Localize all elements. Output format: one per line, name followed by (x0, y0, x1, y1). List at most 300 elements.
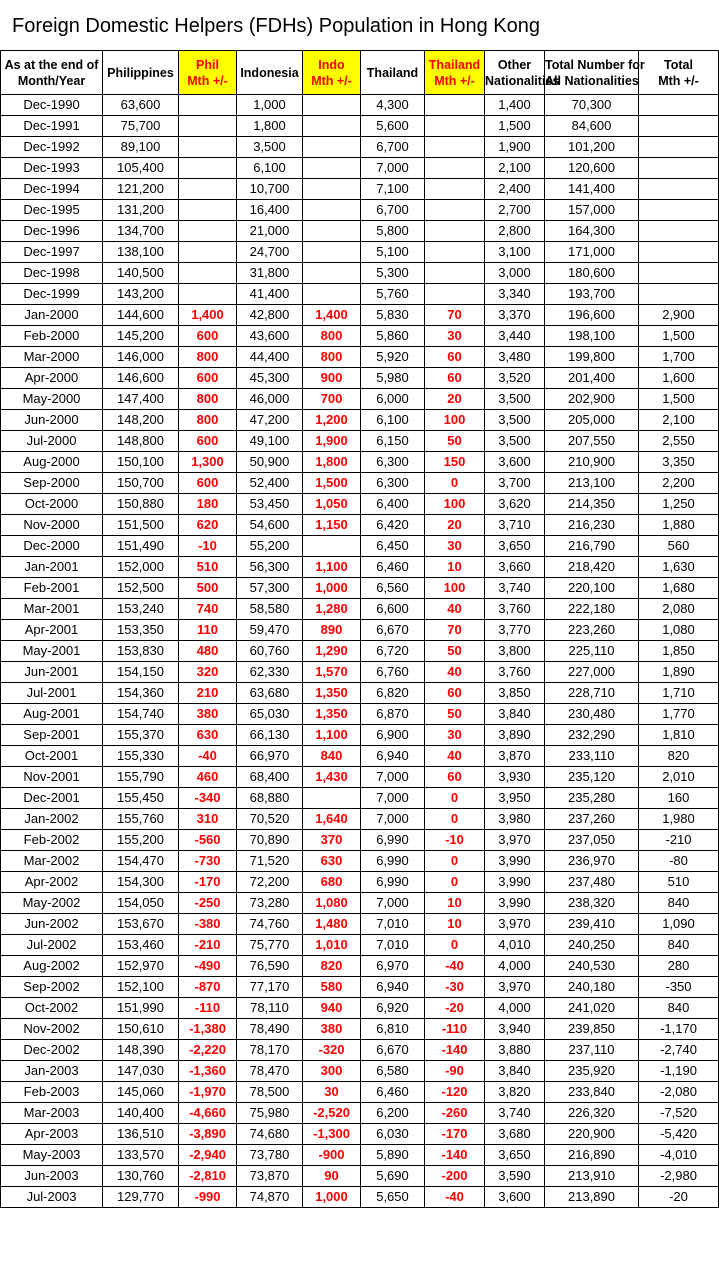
cell-total: 220,100 (545, 578, 639, 599)
cell-other: 3,970 (485, 977, 545, 998)
cell-other: 2,800 (485, 221, 545, 242)
cell-thailand: 5,980 (361, 368, 425, 389)
table-row (1, 1082, 719, 1103)
cell-total: 205,000 (545, 410, 639, 431)
cell-phil-change: -250 (179, 893, 237, 914)
cell-total-change (639, 242, 719, 263)
cell-indo-change: 1,350 (303, 683, 361, 704)
cell-phil-change: 320 (179, 662, 237, 683)
cell-month: Sep-2001 (1, 725, 103, 746)
cell-other: 3,500 (485, 410, 545, 431)
cell-philippines: 147,400 (103, 389, 179, 410)
cell-total: 196,600 (545, 305, 639, 326)
cell-indo-change: 300 (303, 1061, 361, 1082)
cell-other: 3,870 (485, 746, 545, 767)
cell-philippines: 154,050 (103, 893, 179, 914)
cell-indo-change: -900 (303, 1145, 361, 1166)
cell-total-change: -80 (639, 851, 719, 872)
table-row (1, 830, 719, 851)
cell-month: Feb-2002 (1, 830, 103, 851)
cell-philippines: 150,880 (103, 494, 179, 515)
table-row (1, 263, 719, 284)
cell-other: 3,500 (485, 389, 545, 410)
cell-thailand: 6,450 (361, 536, 425, 557)
cell-month: Dec-1999 (1, 284, 103, 305)
cell-indo-change: 700 (303, 389, 361, 410)
cell-total-change: 840 (639, 893, 719, 914)
cell-indonesia: 73,280 (237, 893, 303, 914)
cell-thailand: 4,300 (361, 95, 425, 116)
table-row (1, 914, 719, 935)
cell-other: 3,340 (485, 284, 545, 305)
cell-month: May-2000 (1, 389, 103, 410)
cell-phil-change: -1,970 (179, 1082, 237, 1103)
cell-other: 3,000 (485, 263, 545, 284)
cell-indonesia: 68,880 (237, 788, 303, 809)
cell-philippines: 144,600 (103, 305, 179, 326)
cell-phil-change: 620 (179, 515, 237, 536)
cell-total: 157,000 (545, 200, 639, 221)
cell-phil-change: 600 (179, 431, 237, 452)
table-body (1, 51, 719, 1208)
cell-indo-change (303, 284, 361, 305)
cell-other: 3,760 (485, 599, 545, 620)
cell-indonesia: 74,870 (237, 1187, 303, 1208)
cell-other: 3,820 (485, 1082, 545, 1103)
cell-month: Dec-1993 (1, 158, 103, 179)
cell-philippines: 129,770 (103, 1187, 179, 1208)
cell-indo-change: 1,150 (303, 515, 361, 536)
cell-total-change: -2,740 (639, 1040, 719, 1061)
cell-phil-change (179, 116, 237, 137)
cell-thailand: 5,300 (361, 263, 425, 284)
cell-other: 1,900 (485, 137, 545, 158)
table-row (1, 662, 719, 683)
cell-phil-change: 480 (179, 641, 237, 662)
cell-thailand-change (425, 242, 485, 263)
cell-thailand: 6,700 (361, 137, 425, 158)
table-row (1, 137, 719, 158)
header-philippines (103, 51, 179, 95)
cell-thailand-change: 100 (425, 410, 485, 431)
cell-total-change (639, 95, 719, 116)
cell-total-change (639, 221, 719, 242)
cell-month: Dec-2000 (1, 536, 103, 557)
cell-philippines: 148,200 (103, 410, 179, 431)
cell-indonesia: 78,170 (237, 1040, 303, 1061)
cell-indonesia: 65,030 (237, 704, 303, 725)
cell-phil-change (179, 200, 237, 221)
cell-phil-change: 110 (179, 620, 237, 641)
cell-other: 3,970 (485, 830, 545, 851)
header-label: Philippines (107, 65, 174, 80)
cell-thailand-change: 10 (425, 557, 485, 578)
cell-indo-change: 680 (303, 872, 361, 893)
cell-indo-change: 1,080 (303, 893, 361, 914)
cell-total-change: 1,250 (639, 494, 719, 515)
cell-thailand: 6,760 (361, 662, 425, 683)
cell-thailand: 6,700 (361, 200, 425, 221)
cell-phil-change: 460 (179, 767, 237, 788)
cell-phil-change: -110 (179, 998, 237, 1019)
cell-other: 3,840 (485, 704, 545, 725)
cell-philippines: 153,460 (103, 935, 179, 956)
cell-philippines: 155,760 (103, 809, 179, 830)
cell-indonesia: 44,400 (237, 347, 303, 368)
cell-phil-change (179, 221, 237, 242)
header-label: Nationalities (485, 73, 560, 88)
cell-thailand-change: -120 (425, 1082, 485, 1103)
header-label: Other (497, 57, 532, 72)
cell-indo-change: 1,570 (303, 662, 361, 683)
cell-philippines: 154,740 (103, 704, 179, 725)
table-row (1, 788, 719, 809)
cell-indonesia: 73,780 (237, 1145, 303, 1166)
cell-total-change: 1,500 (639, 389, 719, 410)
cell-other: 3,590 (485, 1166, 545, 1187)
cell-phil-change: 800 (179, 347, 237, 368)
cell-indonesia: 68,400 (237, 767, 303, 788)
table-row (1, 746, 719, 767)
cell-other: 1,400 (485, 95, 545, 116)
cell-phil-change: -2,220 (179, 1040, 237, 1061)
cell-indo-change: -320 (303, 1040, 361, 1061)
cell-total: 171,000 (545, 242, 639, 263)
cell-philippines: 152,970 (103, 956, 179, 977)
cell-indo-change: 1,640 (303, 809, 361, 830)
cell-philippines: 89,100 (103, 137, 179, 158)
table-row (1, 431, 719, 452)
cell-phil-change: 1,300 (179, 452, 237, 473)
cell-indo-change: 1,050 (303, 494, 361, 515)
cell-philippines: 138,100 (103, 242, 179, 263)
cell-total: 240,180 (545, 977, 639, 998)
cell-philippines: 130,760 (103, 1166, 179, 1187)
table-row (1, 158, 719, 179)
cell-indo-change: 1,280 (303, 599, 361, 620)
cell-indonesia: 73,870 (237, 1166, 303, 1187)
header-label: Thailand (366, 65, 419, 80)
cell-other: 3,770 (485, 620, 545, 641)
cell-month: Oct-2000 (1, 494, 103, 515)
cell-thailand: 5,830 (361, 305, 425, 326)
cell-phil-change: 180 (179, 494, 237, 515)
cell-other: 2,400 (485, 179, 545, 200)
table-row (1, 536, 719, 557)
cell-indo-change: 1,290 (303, 641, 361, 662)
cell-total: 141,400 (545, 179, 639, 200)
cell-indonesia: 70,890 (237, 830, 303, 851)
cell-indo-change: 1,800 (303, 452, 361, 473)
cell-philippines: 153,670 (103, 914, 179, 935)
header-label: Mth +/- (311, 73, 352, 88)
cell-other: 3,710 (485, 515, 545, 536)
cell-indo-change: 900 (303, 368, 361, 389)
cell-other: 3,990 (485, 851, 545, 872)
cell-other: 3,760 (485, 662, 545, 683)
cell-other: 3,990 (485, 893, 545, 914)
cell-total-change: 820 (639, 746, 719, 767)
cell-month: Oct-2001 (1, 746, 103, 767)
cell-total: 180,600 (545, 263, 639, 284)
cell-thailand: 6,460 (361, 1082, 425, 1103)
cell-indo-change: 1,900 (303, 431, 361, 452)
cell-philippines: 153,350 (103, 620, 179, 641)
cell-month: Jan-2002 (1, 809, 103, 830)
cell-total-change: 2,200 (639, 473, 719, 494)
cell-indonesia: 16,400 (237, 200, 303, 221)
cell-indonesia: 70,520 (237, 809, 303, 830)
cell-other: 3,600 (485, 452, 545, 473)
cell-thailand: 6,300 (361, 473, 425, 494)
cell-thailand-change: 0 (425, 851, 485, 872)
cell-thailand-change: -200 (425, 1166, 485, 1187)
cell-phil-change: -870 (179, 977, 237, 998)
header-label: Total (664, 57, 693, 72)
cell-thailand: 6,670 (361, 1040, 425, 1061)
cell-indo-change: 1,400 (303, 305, 361, 326)
cell-indo-change: 1,010 (303, 935, 361, 956)
cell-total: 216,230 (545, 515, 639, 536)
cell-thailand-change: 70 (425, 305, 485, 326)
cell-thailand-change (425, 284, 485, 305)
cell-total-change: 2,100 (639, 410, 719, 431)
header-label: Indo (318, 57, 345, 72)
cell-indonesia: 31,800 (237, 263, 303, 284)
cell-total-change: -5,420 (639, 1124, 719, 1145)
table-row (1, 284, 719, 305)
cell-month: Jan-2000 (1, 305, 103, 326)
cell-thailand-change: 0 (425, 473, 485, 494)
cell-total: 237,480 (545, 872, 639, 893)
cell-phil-change: -560 (179, 830, 237, 851)
header-month-year (1, 51, 103, 95)
cell-total-change (639, 158, 719, 179)
cell-thailand-change: 150 (425, 452, 485, 473)
cell-other: 3,840 (485, 1061, 545, 1082)
cell-indonesia: 42,800 (237, 305, 303, 326)
cell-total: 238,320 (545, 893, 639, 914)
cell-total: 226,320 (545, 1103, 639, 1124)
page-title: Foreign Domestic Helpers (FDHs) Population in Hong Kong (12, 15, 541, 37)
cell-thailand-change: 60 (425, 683, 485, 704)
cell-indonesia: 45,300 (237, 368, 303, 389)
cell-thailand: 6,940 (361, 977, 425, 998)
cell-indonesia: 78,490 (237, 1019, 303, 1040)
table-row (1, 410, 719, 431)
cell-thailand-change (425, 179, 485, 200)
cell-other: 3,680 (485, 1124, 545, 1145)
cell-thailand: 6,420 (361, 515, 425, 536)
cell-thailand-change: -260 (425, 1103, 485, 1124)
cell-total: 235,280 (545, 788, 639, 809)
cell-month: Jul-2001 (1, 683, 103, 704)
cell-total: 220,900 (545, 1124, 639, 1145)
cell-indonesia: 41,400 (237, 284, 303, 305)
cell-thailand: 6,810 (361, 1019, 425, 1040)
cell-thailand-change: 0 (425, 935, 485, 956)
cell-philippines: 121,200 (103, 179, 179, 200)
cell-thailand-change (425, 263, 485, 284)
cell-indonesia: 21,000 (237, 221, 303, 242)
cell-month: Dec-1990 (1, 95, 103, 116)
cell-total: 70,300 (545, 95, 639, 116)
cell-thailand: 7,100 (361, 179, 425, 200)
table-row (1, 725, 719, 746)
cell-indonesia: 58,580 (237, 599, 303, 620)
cell-philippines: 145,200 (103, 326, 179, 347)
cell-month: Dec-2002 (1, 1040, 103, 1061)
cell-total: 241,020 (545, 998, 639, 1019)
cell-total-change: 2,080 (639, 599, 719, 620)
cell-phil-change (179, 137, 237, 158)
cell-indo-change: 90 (303, 1166, 361, 1187)
cell-total-change (639, 200, 719, 221)
cell-indo-change: 840 (303, 746, 361, 767)
header-thailand-change (425, 51, 485, 95)
cell-indonesia: 60,760 (237, 641, 303, 662)
table-row (1, 767, 719, 788)
cell-other: 4,000 (485, 998, 545, 1019)
cell-total: 213,890 (545, 1187, 639, 1208)
cell-indo-change (303, 200, 361, 221)
cell-thailand: 6,600 (361, 599, 425, 620)
cell-total: 199,800 (545, 347, 639, 368)
cell-phil-change: 740 (179, 599, 237, 620)
cell-other: 3,700 (485, 473, 545, 494)
header-indo-change (303, 51, 361, 95)
cell-thailand-change (425, 137, 485, 158)
cell-phil-change: -10 (179, 536, 237, 557)
cell-thailand-change: 20 (425, 515, 485, 536)
cell-total: 240,250 (545, 935, 639, 956)
cell-indonesia: 3,500 (237, 137, 303, 158)
cell-phil-change: 600 (179, 368, 237, 389)
fdh-population-table (0, 50, 719, 1208)
cell-total-change (639, 116, 719, 137)
cell-thailand-change: -140 (425, 1040, 485, 1061)
cell-phil-change (179, 263, 237, 284)
cell-phil-change: 500 (179, 578, 237, 599)
cell-total-change: 1,710 (639, 683, 719, 704)
cell-total: 120,600 (545, 158, 639, 179)
cell-month: Dec-1994 (1, 179, 103, 200)
cell-total: 239,850 (545, 1019, 639, 1040)
cell-indo-change (303, 242, 361, 263)
cell-month: Aug-2002 (1, 956, 103, 977)
table-row (1, 809, 719, 830)
cell-total: 237,050 (545, 830, 639, 851)
cell-month: Apr-2000 (1, 368, 103, 389)
cell-other: 3,970 (485, 914, 545, 935)
header-total-change (639, 51, 719, 95)
cell-month: May-2003 (1, 1145, 103, 1166)
cell-phil-change: -40 (179, 746, 237, 767)
cell-thailand: 7,000 (361, 158, 425, 179)
cell-total: 218,420 (545, 557, 639, 578)
cell-month: Mar-2002 (1, 851, 103, 872)
cell-indo-change (303, 95, 361, 116)
cell-total: 214,350 (545, 494, 639, 515)
cell-month: Jun-2003 (1, 1166, 103, 1187)
cell-total-change: 1,810 (639, 725, 719, 746)
cell-indonesia: 56,300 (237, 557, 303, 578)
header-other-nationalities (485, 51, 560, 95)
cell-philippines: 146,600 (103, 368, 179, 389)
cell-philippines: 150,100 (103, 452, 179, 473)
cell-philippines: 140,400 (103, 1103, 179, 1124)
cell-philippines: 153,830 (103, 641, 179, 662)
cell-philippines: 145,060 (103, 1082, 179, 1103)
cell-philippines: 133,570 (103, 1145, 179, 1166)
table-row (1, 179, 719, 200)
cell-thailand-change: 100 (425, 578, 485, 599)
cell-indonesia: 75,770 (237, 935, 303, 956)
cell-indonesia: 6,100 (237, 158, 303, 179)
cell-total-change: 840 (639, 935, 719, 956)
cell-indo-change: -2,520 (303, 1103, 361, 1124)
cell-phil-change: -490 (179, 956, 237, 977)
cell-month: Jan-2001 (1, 557, 103, 578)
table-row (1, 389, 719, 410)
cell-total-change: 3,350 (639, 452, 719, 473)
cell-total: 201,400 (545, 368, 639, 389)
cell-philippines: 155,370 (103, 725, 179, 746)
cell-total: 198,100 (545, 326, 639, 347)
cell-thailand: 6,940 (361, 746, 425, 767)
table-row (1, 641, 719, 662)
table-row (1, 1166, 719, 1187)
cell-indonesia: 50,900 (237, 452, 303, 473)
cell-total: 164,300 (545, 221, 639, 242)
cell-indonesia: 24,700 (237, 242, 303, 263)
header-indonesia (237, 51, 303, 95)
cell-total-change: -7,520 (639, 1103, 719, 1124)
cell-thailand: 6,990 (361, 851, 425, 872)
cell-thailand: 5,650 (361, 1187, 425, 1208)
cell-indo-change (303, 221, 361, 242)
cell-philippines: 155,200 (103, 830, 179, 851)
cell-phil-change: -2,940 (179, 1145, 237, 1166)
cell-total-change: 1,500 (639, 326, 719, 347)
cell-thailand: 6,560 (361, 578, 425, 599)
cell-thailand-change: -20 (425, 998, 485, 1019)
cell-other: 3,890 (485, 725, 545, 746)
cell-thailand-change: 100 (425, 494, 485, 515)
cell-thailand: 6,920 (361, 998, 425, 1019)
cell-month: Feb-2001 (1, 578, 103, 599)
cell-thailand-change: 10 (425, 914, 485, 935)
table-row (1, 1124, 719, 1145)
cell-total: 216,890 (545, 1145, 639, 1166)
cell-other: 3,850 (485, 683, 545, 704)
cell-phil-change: -990 (179, 1187, 237, 1208)
cell-month: Dec-2001 (1, 788, 103, 809)
cell-thailand: 5,800 (361, 221, 425, 242)
cell-indo-change: 380 (303, 1019, 361, 1040)
cell-total: 235,120 (545, 767, 639, 788)
table-row (1, 116, 719, 137)
cell-indo-change: 1,200 (303, 410, 361, 431)
header-thailand (361, 51, 425, 95)
cell-thailand-change: 60 (425, 767, 485, 788)
cell-month: Apr-2002 (1, 872, 103, 893)
table-row (1, 326, 719, 347)
cell-philippines: 154,300 (103, 872, 179, 893)
cell-month: Aug-2000 (1, 452, 103, 473)
table-row (1, 1145, 719, 1166)
cell-total: 230,480 (545, 704, 639, 725)
